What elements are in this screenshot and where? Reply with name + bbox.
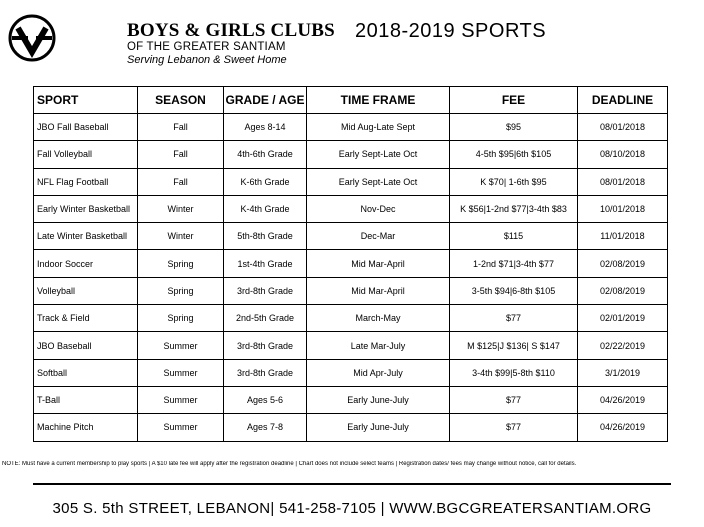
cell-deadline: 08/10/2018: [578, 141, 668, 168]
cell-sport: Fall Volleyball: [34, 141, 138, 168]
cell-season: Fall: [138, 141, 224, 168]
cell-time-frame: Mid Aug-Late Sept: [307, 114, 450, 141]
sports-schedule-table: [33, 86, 668, 442]
cell-time-frame: March-May: [307, 305, 450, 332]
cell-deadline: 02/22/2019: [578, 332, 668, 359]
footer-divider: [33, 483, 671, 485]
cell-season: Fall: [138, 114, 224, 141]
cell-fee: 1-2nd $71|3-4th $77: [450, 250, 578, 277]
cell-grade: 4th-6th Grade: [224, 141, 307, 168]
table-row: [34, 114, 668, 141]
cell-sport: Early Winter Basketball: [34, 195, 138, 222]
header-grade-age: GRADE / AGE: [224, 87, 307, 114]
cell-sport: JBO Baseball: [34, 332, 138, 359]
cell-sport: Late Winter Basketball: [34, 223, 138, 250]
cell-fee: M $125|J $136| S $147: [450, 332, 578, 359]
page-title: 2018-2019 SPORTS: [355, 20, 547, 42]
cell-sport: JBO Fall Baseball: [34, 114, 138, 141]
cell-sport: Indoor Soccer: [34, 250, 138, 277]
cell-season: Summer: [138, 359, 224, 386]
cell-grade: 2nd-5th Grade: [224, 305, 307, 332]
cell-deadline: 3/1/2019: [578, 359, 668, 386]
cell-sport: Track & Field: [34, 305, 138, 332]
table-row: [34, 332, 668, 359]
table-row: [34, 223, 668, 250]
cell-time-frame: Dec-Mar: [307, 223, 450, 250]
cell-grade: 3rd-8th Grade: [224, 332, 307, 359]
cell-grade: K-6th Grade: [224, 168, 307, 195]
cell-fee: $77: [450, 386, 578, 413]
cell-fee: $77: [450, 305, 578, 332]
cell-time-frame: Early Sept-Late Oct: [307, 168, 450, 195]
header-deadline: DEADLINE: [578, 87, 668, 114]
cell-time-frame: Mid Mar-April: [307, 277, 450, 304]
cell-deadline: 10/01/2018: [578, 195, 668, 222]
cell-deadline: 11/01/2018: [578, 223, 668, 250]
cell-deadline: 02/08/2019: [578, 277, 668, 304]
footer-contact: 305 S. 5th STREET, LEBANON| 541-258-7105 | WWW.BGCGREATERSANTIAM.ORG: [52, 500, 652, 517]
cell-season: Spring: [138, 305, 224, 332]
cell-deadline: 02/08/2019: [578, 250, 668, 277]
cell-time-frame: Early June-July: [307, 414, 450, 441]
org-subtitle: OF THE GREATER SANTIAM: [127, 41, 286, 53]
cell-season: Summer: [138, 414, 224, 441]
cell-grade: 3rd-8th Grade: [224, 359, 307, 386]
cell-season: Spring: [138, 277, 224, 304]
cell-time-frame: Mid Mar-April: [307, 250, 450, 277]
cell-grade: Ages 5-6: [224, 386, 307, 413]
registration-note: NOTE: Must have a current membership to play sports | A $10 late fee will apply after the registration deadline | Chart does not include select teams | Registration dates/ fees may change without notice, call for details.: [2, 461, 577, 467]
org-name: BOYS & GIRLS CLUBS: [127, 20, 335, 41]
cell-grade: Ages 8-14: [224, 114, 307, 141]
cell-grade: 1st-4th Grade: [224, 250, 307, 277]
cell-grade: 3rd-8th Grade: [224, 277, 307, 304]
cell-time-frame: Mid Apr-July: [307, 359, 450, 386]
cell-fee: $95: [450, 114, 578, 141]
cell-deadline: 04/26/2019: [578, 414, 668, 441]
cell-fee: $115: [450, 223, 578, 250]
cell-deadline: 08/01/2018: [578, 114, 668, 141]
cell-time-frame: Late Mar-July: [307, 332, 450, 359]
cell-fee: K $56|1-2nd $77|3-4th $83: [450, 195, 578, 222]
cell-season: Fall: [138, 168, 224, 195]
cell-deadline: 02/01/2019: [578, 305, 668, 332]
table-row: [34, 305, 668, 332]
cell-fee: 3-4th $99|5-8th $110: [450, 359, 578, 386]
cell-grade: Ages 7-8: [224, 414, 307, 441]
table-row: [34, 277, 668, 304]
cell-time-frame: Nov-Dec: [307, 195, 450, 222]
table-row: [34, 168, 668, 195]
table-row: [34, 414, 668, 441]
table-row: [34, 195, 668, 222]
cell-sport: T-Ball: [34, 386, 138, 413]
header-fee: FEE: [450, 87, 578, 114]
header-season: SEASON: [138, 87, 224, 114]
table-row: [34, 386, 668, 413]
table-row: [34, 250, 668, 277]
cell-time-frame: Early June-July: [307, 386, 450, 413]
cell-sport: Volleyball: [34, 277, 138, 304]
org-block: [127, 21, 335, 66]
table-row: [34, 359, 668, 386]
cell-deadline: 04/26/2019: [578, 386, 668, 413]
cell-time-frame: Early Sept-Late Oct: [307, 141, 450, 168]
cell-deadline: 08/01/2018: [578, 168, 668, 195]
table-header-row: [34, 87, 668, 114]
cell-season: Spring: [138, 250, 224, 277]
org-tagline: Serving Lebanon & Sweet Home: [127, 53, 287, 66]
header-sport: SPORT: [34, 87, 138, 114]
cell-season: Winter: [138, 223, 224, 250]
cell-fee: K $70| 1-6th $95: [450, 168, 578, 195]
cell-season: Winter: [138, 195, 224, 222]
cell-fee: $77: [450, 414, 578, 441]
cell-season: Summer: [138, 386, 224, 413]
cell-fee: 3-5th $94|6-8th $105: [450, 277, 578, 304]
cell-sport: Machine Pitch: [34, 414, 138, 441]
cell-grade: K-4th Grade: [224, 195, 307, 222]
header-time-frame: TIME FRAME: [307, 87, 450, 114]
cell-sport: NFL Flag Football: [34, 168, 138, 195]
cell-grade: 5th-8th Grade: [224, 223, 307, 250]
table-row: [34, 141, 668, 168]
cell-fee: 4-5th $95|6th $105: [450, 141, 578, 168]
cell-sport: Softball: [34, 359, 138, 386]
boys-girls-club-logo-icon: [8, 14, 56, 62]
cell-season: Summer: [138, 332, 224, 359]
